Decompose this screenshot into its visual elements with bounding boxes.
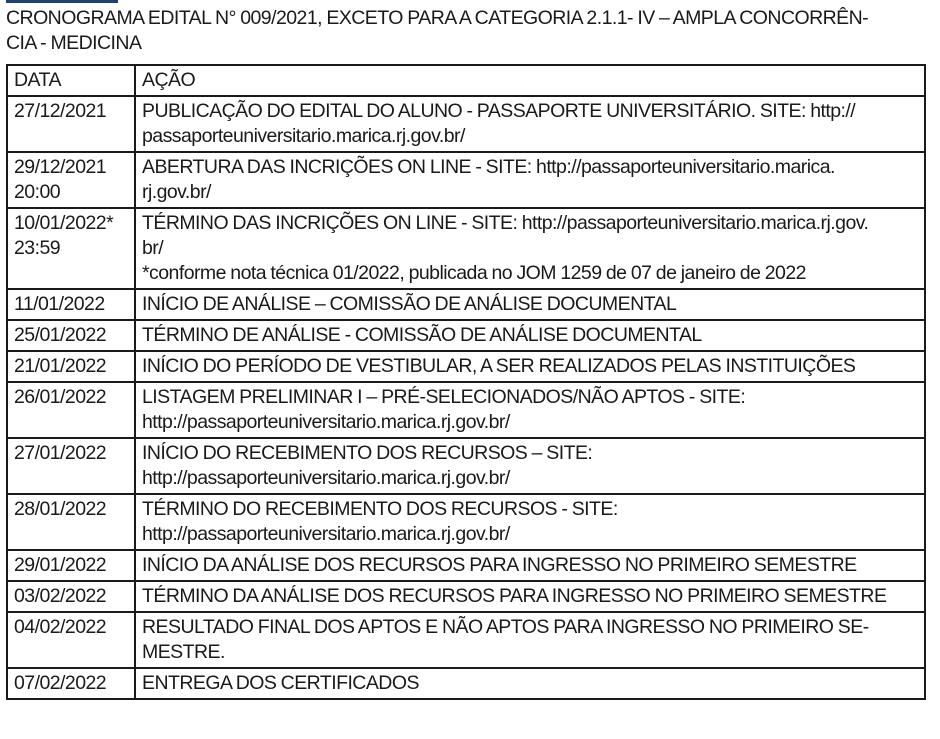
top-accent-rule — [6, 0, 118, 3]
table-row — [7, 494, 925, 550]
row-date: 25/01/2022 — [7, 320, 135, 351]
row-date: 27/12/2021 — [7, 96, 135, 152]
row-date: 07/02/2022 — [7, 668, 135, 699]
table-row — [7, 438, 925, 494]
row-date: 04/02/2022 — [7, 612, 135, 668]
row-date: 11/01/2022 — [7, 289, 135, 320]
row-date: 21/01/2022 — [7, 351, 135, 382]
row-action: PUBLICAÇÃO DO EDITAL DO ALUNO - PASSAPORTE UNIVERSITÁRIO. SITE: http:// passaporteuniversitario.marica.rj.gov.br/ — [135, 96, 925, 152]
table-row — [7, 581, 925, 612]
row-date: 29/01/2022 — [7, 550, 135, 581]
row-date: 03/02/2022 — [7, 581, 135, 612]
row-action: RESULTADO FINAL DOS APTOS E NÃO APTOS PARA INGRESSO NO PRIMEIRO SE- MESTRE. — [135, 612, 925, 668]
column-header-action: AÇÃO — [135, 65, 925, 96]
row-action: INÍCIO DO RECEBIMENTO DOS RECURSOS – SITE: http://passaporteuniversitario.marica.rj.gov.br/ — [135, 438, 925, 494]
row-action: INÍCIO DO PERÍODO DE VESTIBULAR, A SER REALIZADOS PELAS INSTITUIÇÕES — [135, 351, 925, 382]
table-row — [7, 351, 925, 382]
table-row — [7, 208, 925, 289]
row-date: 27/01/2022 — [7, 438, 135, 494]
row-date: 26/01/2022 — [7, 382, 135, 438]
row-action: TÉRMINO DO RECEBIMENTO DOS RECURSOS - SITE: http://passaporteuniversitario.marica.rj.gov.br/ — [135, 494, 925, 550]
row-action: ABERTURA DAS INCRIÇÕES ON LINE - SITE: http://passaporteuniversitario.marica. rj.gov.br/ — [135, 152, 925, 208]
table-row — [7, 152, 925, 208]
column-header-date: DATA — [7, 65, 135, 96]
table-row — [7, 612, 925, 668]
table-row — [7, 320, 925, 351]
table-row — [7, 96, 925, 152]
row-date: 29/12/2021 20:00 — [7, 152, 135, 208]
row-action: INÍCIO DA ANÁLISE DOS RECURSOS PARA INGRESSO NO PRIMEIRO SEMESTRE — [135, 550, 925, 581]
document-title: CRONOGRAMA EDITAL N° 009/2021, EXCETO PARA A CATEGORIA 2.1.1- IV – AMPLA CONCORRÊN- CIA - MEDICINA — [6, 7, 869, 54]
row-action: INÍCIO DE ANÁLISE – COMISSÃO DE ANÁLISE DOCUMENTAL — [135, 289, 925, 320]
row-date: 10/01/2022* 23:59 — [7, 208, 135, 289]
row-action: TÉRMINO DE ANÁLISE - COMISSÃO DE ANÁLISE DOCUMENTAL — [135, 320, 925, 351]
table-row — [7, 550, 925, 581]
table-row — [7, 382, 925, 438]
schedule-table — [6, 64, 926, 700]
table-header-row — [7, 65, 925, 96]
row-action: LISTAGEM PRELIMINAR I – PRÉ-SELECIONADOS/NÃO APTOS - SITE: http://passaporteuniversitario.marica.rj.gov.br/ — [135, 382, 925, 438]
row-action: TÉRMINO DA ANÁLISE DOS RECURSOS PARA INGRESSO NO PRIMEIRO SEMESTRE — [135, 581, 925, 612]
table-row — [7, 289, 925, 320]
row-action: TÉRMINO DAS INCRIÇÕES ON LINE - SITE: http://passaporteuniversitario.marica.rj.gov. br/ *conforme nota técnica 01/2022, publicada no JOM 1259 de 07 de janeiro de 2022 — [135, 208, 925, 289]
table-row — [7, 668, 925, 699]
row-date: 28/01/2022 — [7, 494, 135, 550]
row-action: ENTREGA DOS CERTIFICADOS — [135, 668, 925, 699]
